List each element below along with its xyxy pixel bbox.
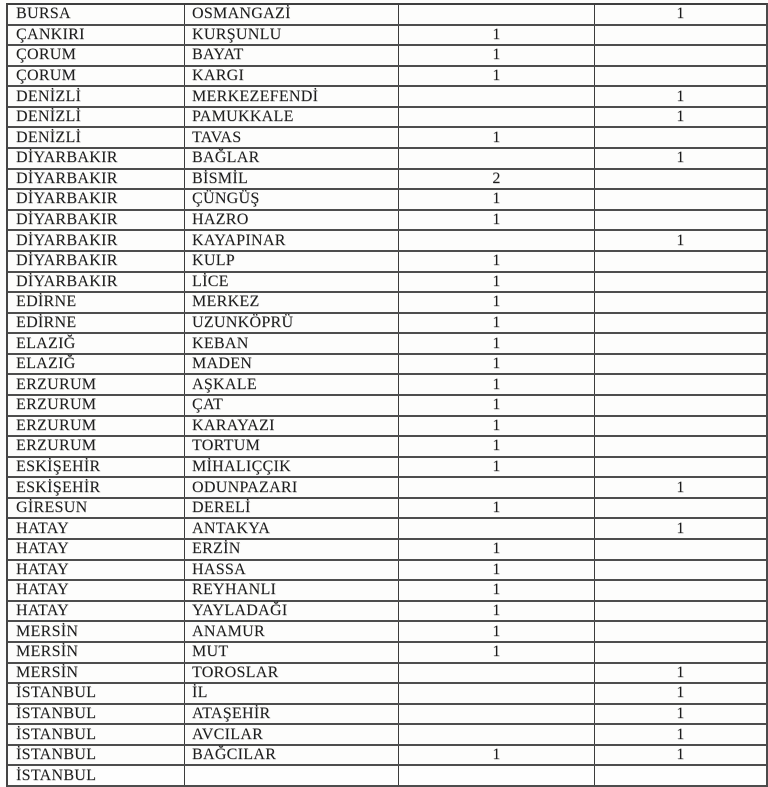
count-a-cell: 1 <box>399 252 595 271</box>
province-cell: İSTANBUL <box>8 705 185 724</box>
count-b-cell <box>595 643 766 662</box>
count-a-cell: 1 <box>399 540 595 559</box>
district-cell: BAĞLAR <box>185 149 399 168</box>
district-cell: AŞKALE <box>185 375 399 394</box>
table-row <box>8 540 766 561</box>
count-b-cell <box>595 46 766 65</box>
province-cell: ERZURUM <box>8 396 185 415</box>
count-b-cell <box>595 334 766 353</box>
count-b-cell: 1 <box>676 663 685 681</box>
count-b-cell <box>595 622 766 641</box>
province-cell: İSTANBUL <box>8 766 185 785</box>
count-a-cell: 1 <box>399 46 595 65</box>
district-cell: KARAYAZI <box>185 417 399 436</box>
table-row <box>8 293 766 314</box>
count-a-cell: 1 <box>399 458 595 477</box>
table-row <box>8 149 766 170</box>
count-a-cell: 1 <box>399 437 595 456</box>
count-b-cell: 1 <box>676 478 685 496</box>
count-b-cell <box>595 437 766 456</box>
table-row <box>8 128 766 149</box>
province-cell: EDİRNE <box>8 293 185 312</box>
count-b-cell <box>595 581 766 600</box>
district-cell: HASSA <box>185 561 399 580</box>
count-b-cell: 1 <box>676 684 685 702</box>
district-cell: PAMUKKALE <box>185 108 399 127</box>
count-a-cell: 1 <box>399 190 595 209</box>
district-cell: MERKEZ <box>185 293 399 312</box>
count-a-cell: 1 <box>399 334 595 353</box>
district-cell: ODUNPAZARI <box>185 478 399 497</box>
count-a-cell: 1 <box>399 746 595 765</box>
count-a-cell: 1 <box>399 293 595 312</box>
table-row <box>8 499 766 520</box>
count-a-cell <box>399 5 595 24</box>
count-a-cell: 1 <box>399 375 595 394</box>
table-row <box>8 561 766 582</box>
province-cell: ÇORUM <box>8 67 185 86</box>
district-cell: ANTAKYA <box>185 519 399 538</box>
district-cell: MERKEZEFENDİ <box>185 87 399 106</box>
province-cell: BURSA <box>8 5 185 24</box>
district-cell: ÇÜNGÜŞ <box>185 190 399 209</box>
count-b-cell <box>595 561 766 580</box>
count-b-cell <box>595 211 766 230</box>
count-a-cell <box>399 231 595 250</box>
count-b-cell <box>595 540 766 559</box>
province-cell: DİYARBAKIR <box>8 211 185 230</box>
table-row <box>8 108 766 129</box>
count-b-cell: 1 <box>676 231 685 249</box>
province-cell: ERZURUM <box>8 375 185 394</box>
count-a-cell: 1 <box>399 622 595 641</box>
district-cell: BAĞCILAR <box>185 746 399 765</box>
table-row <box>8 705 766 726</box>
province-cell: DİYARBAKIR <box>8 252 185 271</box>
district-cell: UZUNKÖPRÜ <box>185 314 399 333</box>
table-row <box>8 273 766 294</box>
count-a-cell <box>399 725 595 744</box>
table-row <box>8 314 766 335</box>
count-b-cell <box>595 252 766 271</box>
district-cell: BAYAT <box>185 46 399 65</box>
district-cell: MİHALIÇÇIK <box>185 458 399 477</box>
table-row <box>8 46 766 67</box>
count-a-cell: 1 <box>399 355 595 374</box>
count-a-cell: 1 <box>399 396 595 415</box>
province-cell: DİYARBAKIR <box>8 190 185 209</box>
count-b-cell <box>595 375 766 394</box>
count-b-cell <box>595 128 766 147</box>
table-row <box>8 664 766 685</box>
count-b-cell <box>595 273 766 292</box>
table-row <box>8 67 766 88</box>
table-row <box>8 417 766 438</box>
province-cell: ÇANKIRI <box>8 26 185 45</box>
province-cell: HATAY <box>8 602 185 621</box>
province-cell: ELAZIĞ <box>8 355 185 374</box>
province-cell: ESKİŞEHİR <box>8 458 185 477</box>
province-cell: ÇORUM <box>8 46 185 65</box>
count-b-cell <box>595 396 766 415</box>
province-cell: DİYARBAKIR <box>8 273 185 292</box>
count-a-cell <box>399 149 595 168</box>
district-cell: BİSMİL <box>185 170 399 189</box>
district-cell: MUT <box>185 643 399 662</box>
district-cell: MADEN <box>185 355 399 374</box>
district-cell: AVCILAR <box>185 725 399 744</box>
district-cell: HAZRO <box>185 211 399 230</box>
count-b-cell <box>595 170 766 189</box>
province-cell: MERSİN <box>8 643 185 662</box>
count-a-cell: 1 <box>399 128 595 147</box>
count-a-cell: 1 <box>399 581 595 600</box>
district-cell: YAYLADAĞI <box>185 602 399 621</box>
count-b-cell: 1 <box>676 149 685 167</box>
count-a-cell: 1 <box>399 211 595 230</box>
table-row <box>8 478 766 499</box>
count-b-cell: 1 <box>676 704 685 722</box>
count-b-cell <box>595 26 766 45</box>
district-cell: ERZİN <box>185 540 399 559</box>
district-cell: TORTUM <box>185 437 399 456</box>
count-a-cell <box>399 519 595 538</box>
count-a-cell <box>399 108 595 127</box>
province-cell: ESKİŞEHİR <box>8 478 185 497</box>
province-cell: MERSİN <box>8 664 185 683</box>
district-cell: ÇAT <box>185 396 399 415</box>
table-row <box>8 87 766 108</box>
province-cell: MERSİN <box>8 622 185 641</box>
count-b-cell: 1 <box>676 725 685 743</box>
count-b-cell <box>595 355 766 374</box>
district-cell: LİCE <box>185 273 399 292</box>
province-cell: HATAY <box>8 581 185 600</box>
count-b-cell: 1 <box>676 108 685 126</box>
district-cell: TOROSLAR <box>185 664 399 683</box>
province-cell: DENİZLİ <box>8 108 185 127</box>
province-cell: ERZURUM <box>8 437 185 456</box>
district-cell: OSMANGAZİ <box>185 5 399 24</box>
table-row <box>8 643 766 664</box>
table-row <box>8 5 766 26</box>
province-cell: DİYARBAKIR <box>8 170 185 189</box>
district-cell: ATAŞEHİR <box>185 705 399 724</box>
table-row <box>8 231 766 252</box>
table-row <box>8 26 766 47</box>
table-row <box>8 252 766 273</box>
count-a-cell <box>399 664 595 683</box>
district-cell: KARGI <box>185 67 399 86</box>
table-row <box>8 746 766 767</box>
count-a-cell: 1 <box>399 643 595 662</box>
table-row <box>8 170 766 191</box>
table-row <box>8 725 766 746</box>
count-b-cell: 1 <box>676 519 685 537</box>
province-cell: DİYARBAKIR <box>8 231 185 250</box>
table-row <box>8 190 766 211</box>
table-row <box>8 519 766 540</box>
province-cell: DENİZLİ <box>8 128 185 147</box>
province-cell: DENİZLİ <box>8 87 185 106</box>
count-a-cell: 1 <box>399 417 595 436</box>
district-cell: KEBAN <box>185 334 399 353</box>
province-cell: ELAZIĞ <box>8 334 185 353</box>
province-cell: GİRESUN <box>8 499 185 518</box>
count-b-cell <box>595 314 766 333</box>
district-cell: KURŞUNLU <box>185 26 399 45</box>
district-cell: TAVAS <box>185 128 399 147</box>
table-row <box>8 437 766 458</box>
count-a-cell: 1 <box>399 314 595 333</box>
table-row <box>8 458 766 479</box>
count-a-cell: 1 <box>399 561 595 580</box>
table-row <box>8 396 766 417</box>
count-a-cell <box>399 684 595 703</box>
table-row <box>8 622 766 643</box>
count-b-cell: 1 <box>676 5 685 23</box>
district-cell: ANAMUR <box>185 622 399 641</box>
province-cell: HATAY <box>8 519 185 538</box>
count-b-cell <box>595 766 766 785</box>
district-cell: DERELİ <box>185 499 399 518</box>
count-a-cell <box>399 478 595 497</box>
table-row <box>8 602 766 623</box>
district-cell: İL <box>185 684 399 703</box>
count-a-cell: 1 <box>399 499 595 518</box>
count-a-cell: 1 <box>399 273 595 292</box>
province-cell: HATAY <box>8 561 185 580</box>
count-a-cell <box>399 705 595 724</box>
count-b-cell: 1 <box>676 746 685 764</box>
count-b-cell <box>595 602 766 621</box>
table-row <box>8 684 766 705</box>
count-b-cell <box>595 293 766 312</box>
count-b-cell <box>595 190 766 209</box>
count-a-cell <box>399 87 595 106</box>
table-row <box>8 211 766 232</box>
district-cell: KULP <box>185 252 399 271</box>
count-a-cell <box>399 766 595 785</box>
district-cell <box>185 766 399 785</box>
count-a-cell: 1 <box>399 26 595 45</box>
province-cell: İSTANBUL <box>8 684 185 703</box>
table-row-partial <box>8 766 766 787</box>
count-a-cell: 1 <box>399 67 595 86</box>
province-district-table <box>6 3 768 787</box>
province-cell: İSTANBUL <box>8 746 185 765</box>
table-row <box>8 375 766 396</box>
count-b-cell <box>595 499 766 518</box>
count-a-cell: 1 <box>399 602 595 621</box>
province-cell: ERZURUM <box>8 417 185 436</box>
count-b-cell: 1 <box>676 87 685 105</box>
province-cell: HATAY <box>8 540 185 559</box>
table-row <box>8 334 766 355</box>
table-row <box>8 581 766 602</box>
count-b-cell <box>595 417 766 436</box>
count-b-cell <box>595 458 766 477</box>
province-cell: İSTANBUL <box>8 725 185 744</box>
table-row <box>8 355 766 376</box>
province-cell: EDİRNE <box>8 314 185 333</box>
count-b-cell <box>595 67 766 86</box>
province-cell: DİYARBAKIR <box>8 149 185 168</box>
district-cell: KAYAPINAR <box>185 231 399 250</box>
district-cell: REYHANLI <box>185 581 399 600</box>
count-a-cell: 2 <box>399 170 595 189</box>
